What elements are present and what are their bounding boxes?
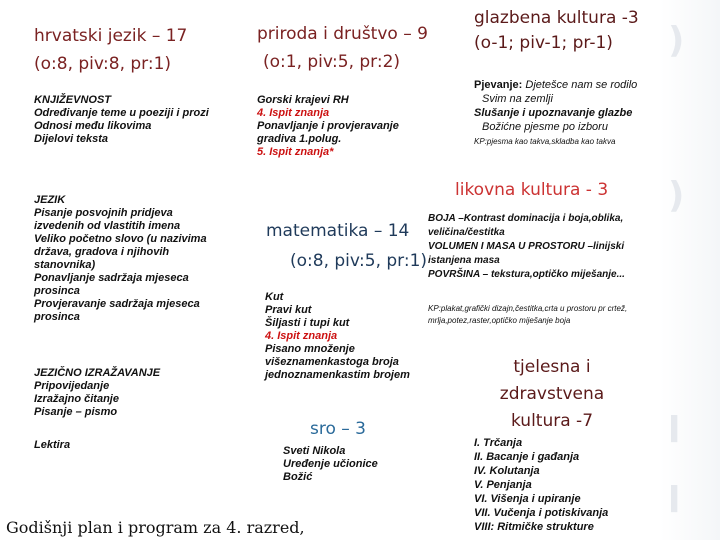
priroda-item: 5. Ispit znanja*: [257, 146, 334, 158]
decorative-shape: ): [668, 175, 685, 216]
lektira-label: Lektira: [34, 439, 71, 451]
matematika-items: [265, 291, 435, 382]
decorative-shape: l: [668, 480, 681, 521]
knjizevnost-block: KNJIŽEVNOST Određivanje teme u poeziji i prozi Odnosi među likovima Dijelovi teksta: [34, 94, 209, 145]
hrvatski-heading: [34, 22, 244, 78]
glazbena-pjevanje-text: Djetešce nam se rodilo: [522, 79, 638, 91]
right-decorative-strip: [660, 0, 720, 540]
hrvatski-title: hrvatski jezik – 17: [34, 26, 188, 46]
matematika-item: Šiljasti i tupi kut: [265, 317, 350, 329]
likovna-note: KP:plakat,grafički dizajn,čestitka,crta u prostoru pr crtež, mrlja,potez,raster,optičko miješanje boja: [428, 304, 628, 325]
footer-title: Godišnji plan i program za 4. razred,: [6, 518, 305, 537]
tzk-items: I. Trčanja II. Bacanje i gađanja IV. Kolutanja V. Penjanja VI. Višenja i upiranje VII. Vučenja i potiskivanja VIII: Ritmičke strukture: [474, 437, 609, 533]
glazbena-line: Slušanje i upoznavanje glazbe: [474, 107, 633, 119]
matematika-sub: (o:8, piv:5, pr:1): [290, 251, 428, 271]
hrvatski-sub: (o:8, piv:8, pr:1): [34, 54, 172, 74]
matematika-heading: [266, 216, 446, 276]
matematika-item: Pisano množenje višeznamenkastoga broja jednoznamenkastim brojem: [265, 343, 410, 381]
priroda-item: Ponavljanje i provjeravanje gradiva 1.polug.: [257, 120, 399, 145]
sro-items: Sveti Nikola Uređenje učionice Božić: [283, 445, 378, 483]
priroda-heading: [257, 20, 477, 76]
glazbena-line: Svim na zemlji: [482, 93, 553, 105]
glazbena-heading: [474, 6, 674, 56]
izrazavanje-block: JEZIČNO IZRAŽAVANJE Pripovijedanje Izražajno čitanje Pisanje – pismo: [34, 367, 161, 418]
glazbena-note: KP:pjesma kao takva,skladba kao takva: [474, 137, 616, 146]
priroda-items: [257, 94, 427, 159]
decorative-shape: ): [668, 20, 685, 61]
tzk-heading: tjelesna i zdravstvena kultura -7: [499, 357, 605, 431]
matematika-item: 4. Ispit znanja: [265, 330, 338, 342]
glazbena-line: [474, 78, 664, 92]
likovna-heading: likovna kultura - 3: [455, 180, 609, 200]
likovna-line: VOLUMEN I MASA U PROSTORU –linijski istanjena masa: [428, 241, 625, 266]
priroda-title: priroda i društvo – 9: [257, 24, 428, 44]
matematika-title: matematika – 14: [266, 221, 410, 241]
sro-heading: sro – 3: [310, 419, 366, 439]
matematika-item: Pravi kut: [265, 304, 312, 316]
jezik-block: JEZIK Pisanje posvojnih pridjeva izvedenih od vlastitih imena Veliko početno slovo (u nazivima država, gradova i njihovih stanovnika) Ponavljanje sadržaja mjeseca prosinca Provjeravanje sadržaja mjeseca prosinca: [34, 194, 207, 323]
likovna-line: POVRŠINA – tekstura,optičko miješanje...: [428, 269, 625, 280]
glazbena-title: glazbena kultura -3: [474, 8, 639, 28]
glazbena-content: [474, 78, 664, 134]
glazbena-sub: (o-1; piv-1; pr-1): [474, 33, 613, 53]
decorative-shape: l: [668, 410, 681, 451]
priroda-item: 4. Ispit znanja: [257, 107, 330, 119]
glazbena-pjevanje-label: Pjevanje:: [474, 79, 523, 91]
likovna-line: BOJA –Kontrast dominacija i boja,oblika, veličina/čestitka: [428, 213, 624, 238]
glazbena-line: Božićne pjesme po izboru: [482, 121, 608, 133]
likovna-content: [428, 212, 660, 282]
priroda-sub: (o:1, piv:5, pr:2): [263, 52, 401, 72]
priroda-item: Gorski krajevi RH: [257, 94, 349, 106]
matematika-item: Kut: [265, 291, 284, 303]
